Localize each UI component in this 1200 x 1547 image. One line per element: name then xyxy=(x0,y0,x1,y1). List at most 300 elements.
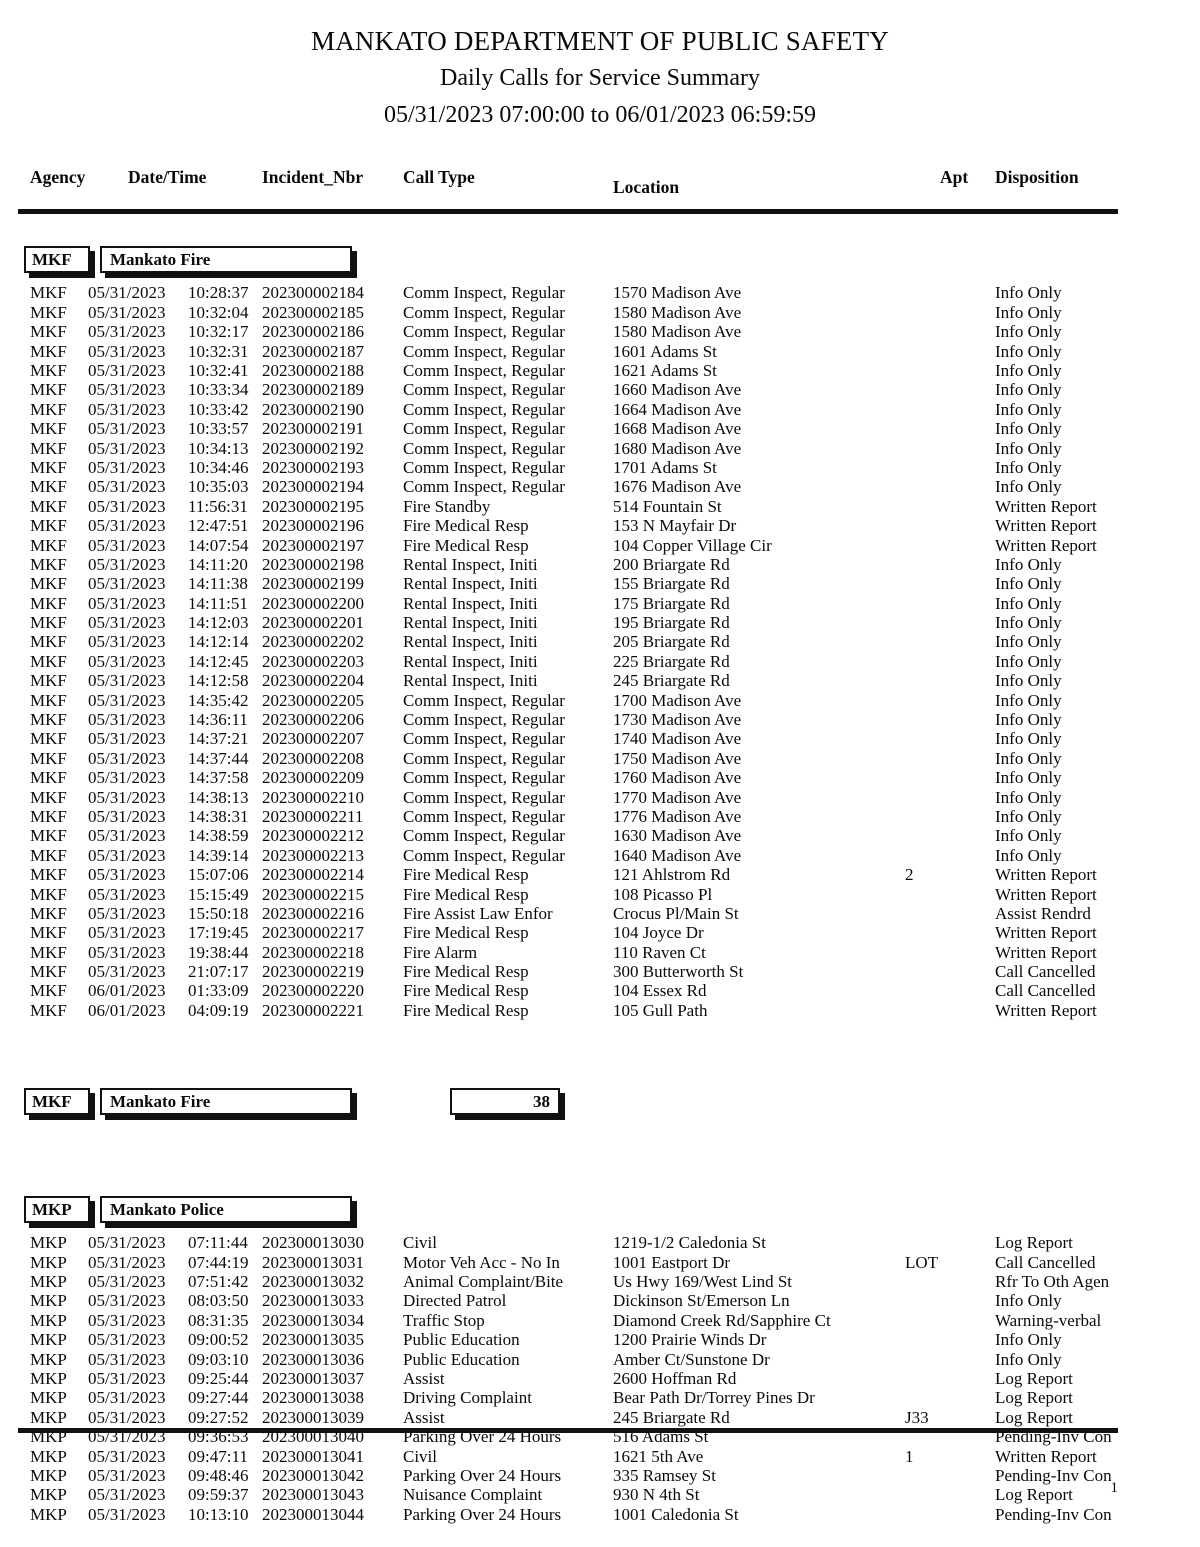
cell-incident-nbr: 202300002204 xyxy=(262,671,364,691)
cell-time: 09:59:37 xyxy=(188,1485,249,1505)
header-divider-rule xyxy=(18,209,1118,214)
cell-location: 245 Briargate Rd xyxy=(613,1407,730,1427)
agency-banner-mkp xyxy=(0,1196,1200,1226)
cell-incident-nbr: 202300002184 xyxy=(262,283,364,303)
cell-agency: MKF xyxy=(30,845,67,865)
cell-call-type: Public Education xyxy=(403,1330,520,1350)
table-row[interactable] xyxy=(0,865,1200,884)
cell-agency: MKP xyxy=(30,1291,67,1311)
table-row[interactable] xyxy=(0,1330,1200,1349)
cell-disposition: Info Only xyxy=(995,322,1062,342)
cell-incident-nbr: 202300002200 xyxy=(262,593,364,613)
table-row[interactable] xyxy=(0,574,1200,593)
table-row[interactable] xyxy=(0,1388,1200,1407)
cell-date: 05/31/2023 xyxy=(88,903,166,923)
cell-agency: MKP xyxy=(30,1252,67,1272)
cell-time: 14:38:59 xyxy=(188,826,249,846)
cell-date: 05/31/2023 xyxy=(88,1407,166,1427)
cell-call-type: Rental Inspect, Initi xyxy=(403,574,538,594)
cell-time: 10:34:13 xyxy=(188,438,249,458)
cell-incident-nbr: 202300013031 xyxy=(262,1252,364,1272)
cell-incident-nbr: 202300002221 xyxy=(262,1000,364,1020)
cell-time: 12:47:51 xyxy=(188,516,249,536)
cell-location: 1621 5th Ave xyxy=(613,1446,704,1466)
cell-time: 15:15:49 xyxy=(188,884,249,904)
table-row[interactable] xyxy=(0,419,1200,438)
cell-date: 05/31/2023 xyxy=(88,1272,166,1292)
cell-call-type: Comm Inspect, Regular xyxy=(403,690,565,710)
cell-incident-nbr: 202300002191 xyxy=(262,419,364,439)
cell-date: 05/31/2023 xyxy=(88,729,166,749)
cell-agency: MKF xyxy=(30,496,67,516)
cell-call-type: Fire Medical Resp xyxy=(403,535,529,555)
cell-incident-nbr: 202300002212 xyxy=(262,826,364,846)
table-row[interactable] xyxy=(0,497,1200,516)
cell-call-type: Assist xyxy=(403,1369,445,1388)
table-row[interactable] xyxy=(0,555,1200,574)
table-row[interactable] xyxy=(0,283,1200,302)
table-row[interactable] xyxy=(0,1233,1200,1252)
cell-date: 05/31/2023 xyxy=(88,380,166,400)
cell-location: 514 Fountain St xyxy=(613,496,722,516)
cell-location: 1664 Madison Ave xyxy=(613,399,742,419)
report-date-range: 05/31/2023 07:00:00 to 06/01/2023 06:59:59 xyxy=(383,102,816,129)
cell-location: 1660 Madison Ave xyxy=(613,380,742,400)
table-row[interactable] xyxy=(0,981,1200,1000)
cell-call-type: Nuisance Complaint xyxy=(403,1485,543,1505)
cell-disposition: Info Only xyxy=(995,690,1062,710)
table-row[interactable] xyxy=(0,1001,1200,1020)
table-row[interactable] xyxy=(0,652,1200,671)
cell-location: 225 Briargate Rd xyxy=(613,651,730,671)
cell-incident-nbr: 202300002217 xyxy=(262,923,364,943)
cell-agency: MKF xyxy=(30,613,67,633)
cell-location: Bear Path Dr/Torrey Pines Dr xyxy=(613,1388,815,1408)
cell-location: 104 Joyce Dr xyxy=(613,923,704,943)
table-row[interactable] xyxy=(0,1466,1200,1485)
cell-call-type: Comm Inspect, Regular xyxy=(403,322,565,342)
agency-name-box: Mankato Fire xyxy=(100,246,352,273)
cell-date: 05/31/2023 xyxy=(88,787,166,807)
cell-location: 155 Briargate Rd xyxy=(613,574,730,594)
cell-date: 05/31/2023 xyxy=(88,651,166,671)
report-sections xyxy=(0,246,1200,1524)
cell-agency: MKF xyxy=(30,399,67,419)
cell-call-type: Comm Inspect, Regular xyxy=(403,710,565,730)
cell-date: 05/31/2023 xyxy=(88,826,166,846)
cell-disposition: Pending-Inv Con xyxy=(995,1427,1112,1447)
cell-location: 195 Briargate Rd xyxy=(613,613,730,633)
table-row[interactable] xyxy=(0,826,1200,845)
cell-agency: MKP xyxy=(30,1349,67,1369)
table-row[interactable] xyxy=(0,632,1200,651)
cell-agency: MKP xyxy=(30,1233,67,1253)
cell-incident-nbr: 202300002214 xyxy=(262,865,364,885)
cell-location: 1700 Madison Ave xyxy=(613,690,742,710)
cell-incident-nbr: 202300002215 xyxy=(262,884,364,904)
table-row[interactable] xyxy=(0,1253,1200,1272)
cell-agency: MKF xyxy=(30,748,67,768)
cell-incident-nbr: 202300013039 xyxy=(262,1407,364,1427)
cell-time: 15:50:18 xyxy=(188,903,249,923)
cell-date: 05/31/2023 xyxy=(88,1427,166,1447)
cell-location: 2600 Hoffman Rd xyxy=(613,1369,737,1388)
cell-incident-nbr: 202300002193 xyxy=(262,457,364,477)
cell-time: 10:33:57 xyxy=(188,419,249,439)
subtotal-spacer xyxy=(0,1020,1200,1056)
cell-time: 14:38:13 xyxy=(188,787,249,807)
cell-call-type: Rental Inspect, Initi xyxy=(403,554,538,574)
table-row[interactable] xyxy=(0,1311,1200,1330)
cell-disposition: Info Only xyxy=(995,768,1062,788)
cell-incident-nbr: 202300002218 xyxy=(262,942,364,962)
cell-date: 05/31/2023 xyxy=(88,1233,166,1253)
cell-call-type: Comm Inspect, Regular xyxy=(403,729,565,749)
cell-time: 14:11:51 xyxy=(188,593,248,613)
table-row[interactable] xyxy=(0,303,1200,322)
cell-call-type: Fire Medical Resp xyxy=(403,981,529,1001)
cell-date: 05/31/2023 xyxy=(88,710,166,730)
cell-date: 05/31/2023 xyxy=(88,1465,166,1485)
section-rows xyxy=(0,283,1200,1020)
cell-call-type: Comm Inspect, Regular xyxy=(403,845,565,865)
cell-time: 10:34:46 xyxy=(188,457,249,477)
cell-call-type: Comm Inspect, Regular xyxy=(403,302,565,322)
cell-date: 05/31/2023 xyxy=(88,496,166,516)
cell-date: 05/31/2023 xyxy=(88,574,166,594)
cell-date: 05/31/2023 xyxy=(88,302,166,322)
cell-time: 09:27:52 xyxy=(188,1407,249,1427)
cell-agency: MKP xyxy=(30,1407,67,1427)
cell-time: 14:12:45 xyxy=(188,651,249,671)
cell-incident-nbr: 202300002210 xyxy=(262,787,364,807)
cell-date: 05/31/2023 xyxy=(88,806,166,826)
cell-incident-nbr: 202300002219 xyxy=(262,962,364,982)
cell-incident-nbr: 202300002207 xyxy=(262,729,364,749)
cell-date: 05/31/2023 xyxy=(88,554,166,574)
cell-location: 1740 Madison Ave xyxy=(613,729,742,749)
cell-agency: MKF xyxy=(30,380,67,400)
cell-disposition: Pending-Inv Con xyxy=(995,1465,1112,1485)
cell-date: 05/31/2023 xyxy=(88,923,166,943)
cell-location: 108 Picasso Pl xyxy=(613,884,713,904)
cell-location: 1580 Madison Ave xyxy=(613,322,742,342)
cell-agency: MKF xyxy=(30,981,67,1001)
cell-time: 08:31:35 xyxy=(188,1310,249,1330)
cell-agency: MKP xyxy=(30,1485,67,1505)
cell-agency: MKF xyxy=(30,593,67,613)
cell-agency: MKF xyxy=(30,1000,67,1020)
cell-time: 09:48:46 xyxy=(188,1465,249,1485)
cell-call-type: Parking Over 24 Hours xyxy=(403,1504,562,1524)
cell-date: 05/31/2023 xyxy=(88,399,166,419)
cell-call-type: Public Education xyxy=(403,1349,520,1369)
cell-call-type: Fire Medical Resp xyxy=(403,516,529,536)
column-header-incident-nbr: Incident_Nbr xyxy=(262,167,364,188)
cell-incident-nbr: 202300002208 xyxy=(262,748,364,768)
table-row[interactable] xyxy=(0,1291,1200,1310)
table-row[interactable] xyxy=(0,1408,1200,1427)
table-row[interactable] xyxy=(0,400,1200,419)
cell-date: 05/31/2023 xyxy=(88,1330,166,1350)
cell-time: 11:56:31 xyxy=(188,496,248,516)
cell-location: 1601 Adams St xyxy=(613,341,717,361)
table-row[interactable] xyxy=(0,1369,1200,1388)
cell-date: 06/01/2023 xyxy=(88,1000,166,1020)
cell-agency: MKF xyxy=(30,729,67,749)
cell-call-type: Comm Inspect, Regular xyxy=(403,438,565,458)
cell-disposition: Info Only xyxy=(995,651,1062,671)
cell-date: 05/31/2023 xyxy=(88,438,166,458)
table-row[interactable] xyxy=(0,1505,1200,1524)
table-row[interactable] xyxy=(0,788,1200,807)
table-row[interactable] xyxy=(0,807,1200,826)
cell-disposition: Info Only xyxy=(995,438,1062,458)
cell-location: 300 Butterworth St xyxy=(613,962,744,982)
cell-agency: MKF xyxy=(30,768,67,788)
cell-disposition: Pending-Inv Con xyxy=(995,1504,1112,1524)
agency-name-box: Mankato Fire xyxy=(100,1088,352,1115)
table-row[interactable] xyxy=(0,710,1200,729)
cell-agency: MKP xyxy=(30,1446,67,1466)
table-row[interactable] xyxy=(0,322,1200,341)
cell-disposition: Info Only xyxy=(995,787,1062,807)
cell-disposition: Info Only xyxy=(995,826,1062,846)
cell-time: 10:33:34 xyxy=(188,380,249,400)
cell-location: 1001 Caledonia St xyxy=(613,1504,739,1524)
cell-date: 05/31/2023 xyxy=(88,865,166,885)
cell-incident-nbr: 202300013042 xyxy=(262,1465,364,1485)
cell-disposition: Info Only xyxy=(995,748,1062,768)
cell-date: 05/31/2023 xyxy=(88,419,166,439)
cell-call-type: Comm Inspect, Regular xyxy=(403,283,565,303)
cell-call-type: Directed Patrol xyxy=(403,1291,507,1311)
table-row[interactable] xyxy=(0,923,1200,942)
cell-disposition: Warning-verbal xyxy=(995,1310,1102,1330)
cell-incident-nbr: 202300013035 xyxy=(262,1330,364,1350)
table-row[interactable] xyxy=(0,671,1200,690)
cell-disposition: Log Report xyxy=(995,1407,1073,1427)
cell-date: 05/31/2023 xyxy=(88,283,166,303)
cell-incident-nbr: 202300002199 xyxy=(262,574,364,594)
cell-date: 05/31/2023 xyxy=(88,341,166,361)
cell-date: 05/31/2023 xyxy=(88,768,166,788)
cell-location: 1730 Madison Ave xyxy=(613,710,742,730)
table-row[interactable] xyxy=(0,361,1200,380)
cell-incident-nbr: 202300013036 xyxy=(262,1349,364,1369)
table-row[interactable] xyxy=(0,594,1200,613)
cell-disposition: Written Report xyxy=(995,1000,1097,1020)
table-row[interactable] xyxy=(0,885,1200,904)
cell-incident-nbr: 202300002211 xyxy=(262,806,364,826)
table-row[interactable] xyxy=(0,729,1200,748)
cell-time: 10:32:04 xyxy=(188,302,249,322)
cell-agency: MKF xyxy=(30,884,67,904)
table-row[interactable] xyxy=(0,458,1200,477)
table-row[interactable] xyxy=(0,536,1200,555)
cell-location: Dickinson St/Emerson Ln xyxy=(613,1291,790,1311)
cell-location: 1630 Madison Ave xyxy=(613,826,742,846)
table-row[interactable] xyxy=(0,962,1200,981)
cell-call-type: Rental Inspect, Initi xyxy=(403,651,538,671)
cell-call-type: Fire Medical Resp xyxy=(403,884,529,904)
cell-apt: LOT xyxy=(905,1252,939,1272)
cell-agency: MKP xyxy=(30,1388,67,1408)
cell-date: 06/01/2023 xyxy=(88,981,166,1001)
table-row[interactable] xyxy=(0,380,1200,399)
cell-incident-nbr: 202300002213 xyxy=(262,845,364,865)
cell-location: 1001 Eastport Dr xyxy=(613,1252,731,1272)
column-header-location: Location xyxy=(613,177,680,198)
cell-incident-nbr: 202300002209 xyxy=(262,768,364,788)
cell-location: Amber Ct/Sunstone Dr xyxy=(613,1349,770,1369)
cell-disposition: Written Report xyxy=(995,884,1097,904)
cell-time: 21:07:17 xyxy=(188,962,249,982)
cell-location: 104 Essex Rd xyxy=(613,981,707,1001)
cell-location: 1570 Madison Ave xyxy=(613,283,742,303)
cell-call-type: Parking Over 24 Hours xyxy=(403,1427,562,1447)
cell-location: 1701 Adams St xyxy=(613,457,717,477)
cell-call-type: Fire Medical Resp xyxy=(403,962,529,982)
report-title-block xyxy=(0,0,1200,131)
cell-call-type: Comm Inspect, Regular xyxy=(403,477,565,497)
table-row[interactable] xyxy=(0,768,1200,787)
cell-disposition: Written Report xyxy=(995,516,1097,536)
cell-incident-nbr: 202300002190 xyxy=(262,399,364,419)
cell-incident-nbr: 202300013043 xyxy=(262,1485,364,1505)
table-row[interactable] xyxy=(0,691,1200,710)
cell-time: 09:00:52 xyxy=(188,1330,249,1350)
cell-time: 10:33:42 xyxy=(188,399,249,419)
cell-agency: MKP xyxy=(30,1310,67,1330)
cell-incident-nbr: 202300002187 xyxy=(262,341,364,361)
cell-agency: MKP xyxy=(30,1272,67,1292)
cell-disposition: Log Report xyxy=(995,1369,1073,1388)
cell-date: 05/31/2023 xyxy=(88,360,166,380)
cell-disposition: Info Only xyxy=(995,380,1062,400)
cell-disposition: Info Only xyxy=(995,593,1062,613)
page-number: 1 xyxy=(1110,1480,1118,1496)
cell-location: 104 Copper Village Cir xyxy=(613,535,772,555)
cell-date: 05/31/2023 xyxy=(88,884,166,904)
cell-disposition: Info Only xyxy=(995,1349,1062,1369)
table-row[interactable] xyxy=(0,1272,1200,1291)
cell-agency: MKF xyxy=(30,865,67,885)
table-row[interactable] xyxy=(0,1485,1200,1504)
cell-time: 10:28:37 xyxy=(188,283,249,303)
table-row[interactable] xyxy=(0,342,1200,361)
cell-date: 05/31/2023 xyxy=(88,690,166,710)
cell-disposition: Call Cancelled xyxy=(995,962,1096,982)
cell-disposition: Written Report xyxy=(995,865,1097,885)
cell-call-type: Fire Medical Resp xyxy=(403,923,529,943)
table-row[interactable] xyxy=(0,749,1200,768)
cell-date: 05/31/2023 xyxy=(88,845,166,865)
cell-location: 1760 Madison Ave xyxy=(613,768,742,788)
cell-agency: MKF xyxy=(30,632,67,652)
footer-divider-rule xyxy=(18,1428,1118,1433)
cell-incident-nbr: 202300002186 xyxy=(262,322,364,342)
cell-disposition: Info Only xyxy=(995,1291,1062,1311)
table-row[interactable] xyxy=(0,846,1200,865)
section-rows xyxy=(0,1233,1200,1524)
cell-time: 14:11:38 xyxy=(188,574,248,594)
cell-date: 05/31/2023 xyxy=(88,632,166,652)
cell-time: 10:13:10 xyxy=(188,1504,249,1524)
cell-disposition: Log Report xyxy=(995,1485,1073,1505)
cell-agency: MKF xyxy=(30,710,67,730)
cell-call-type: Driving Complaint xyxy=(403,1388,532,1408)
table-row[interactable] xyxy=(0,613,1200,632)
column-header-apt: Apt xyxy=(940,167,969,188)
cell-incident-nbr: 202300002196 xyxy=(262,516,364,536)
cell-time: 08:03:50 xyxy=(188,1291,249,1311)
cell-call-type: Fire Medical Resp xyxy=(403,865,529,885)
cell-agency: MKF xyxy=(30,826,67,846)
cell-date: 05/31/2023 xyxy=(88,477,166,497)
cell-location: 1621 Adams St xyxy=(613,360,717,380)
cell-date: 05/31/2023 xyxy=(88,1446,166,1466)
cell-incident-nbr: 202300002195 xyxy=(262,496,364,516)
cell-disposition: Info Only xyxy=(995,710,1062,730)
cell-time: 07:11:44 xyxy=(188,1233,248,1253)
table-row[interactable] xyxy=(0,904,1200,923)
cell-apt: 1 xyxy=(905,1446,914,1466)
cell-time: 14:12:14 xyxy=(188,632,249,652)
cell-date: 05/31/2023 xyxy=(88,1485,166,1505)
cell-apt: 2 xyxy=(905,865,914,885)
table-row[interactable] xyxy=(0,477,1200,496)
table-row[interactable] xyxy=(0,1447,1200,1466)
cell-agency: MKF xyxy=(30,962,67,982)
cell-date: 05/31/2023 xyxy=(88,457,166,477)
cell-disposition: Info Only xyxy=(995,554,1062,574)
cell-incident-nbr: 202300013041 xyxy=(262,1446,364,1466)
cell-agency: MKF xyxy=(30,477,67,497)
cell-disposition: Info Only xyxy=(995,613,1062,633)
cell-time: 10:32:17 xyxy=(188,322,249,342)
cell-agency: MKF xyxy=(30,787,67,807)
cell-agency: MKF xyxy=(30,671,67,691)
cell-apt: J33 xyxy=(905,1407,929,1427)
cell-disposition: Info Only xyxy=(995,477,1062,497)
cell-incident-nbr: 202300002198 xyxy=(262,554,364,574)
cell-disposition: Info Only xyxy=(995,671,1062,691)
cell-call-type: Comm Inspect, Regular xyxy=(403,826,565,846)
cell-location: 245 Briargate Rd xyxy=(613,671,730,691)
cell-location: 930 N 4th St xyxy=(613,1485,700,1505)
cell-location: 1640 Madison Ave xyxy=(613,845,742,865)
table-row[interactable] xyxy=(0,516,1200,535)
cell-date: 05/31/2023 xyxy=(88,535,166,555)
cell-date: 05/31/2023 xyxy=(88,1310,166,1330)
cell-time: 10:32:31 xyxy=(188,341,249,361)
cell-call-type: Comm Inspect, Regular xyxy=(403,419,565,439)
cell-incident-nbr: 202300002194 xyxy=(262,477,364,497)
cell-time: 17:19:45 xyxy=(188,923,249,943)
table-row[interactable] xyxy=(0,439,1200,458)
cell-agency: MKF xyxy=(30,690,67,710)
cell-call-type: Comm Inspect, Regular xyxy=(403,748,565,768)
agency-name-box: Mankato Police xyxy=(100,1196,352,1223)
table-row[interactable] xyxy=(0,1350,1200,1369)
cell-call-type: Comm Inspect, Regular xyxy=(403,399,565,419)
cell-call-type: Comm Inspect, Regular xyxy=(403,806,565,826)
table-row[interactable] xyxy=(0,943,1200,962)
cell-incident-nbr: 202300013038 xyxy=(262,1388,364,1408)
cell-time: 19:38:44 xyxy=(188,942,249,962)
cell-time: 01:33:09 xyxy=(188,981,249,1001)
